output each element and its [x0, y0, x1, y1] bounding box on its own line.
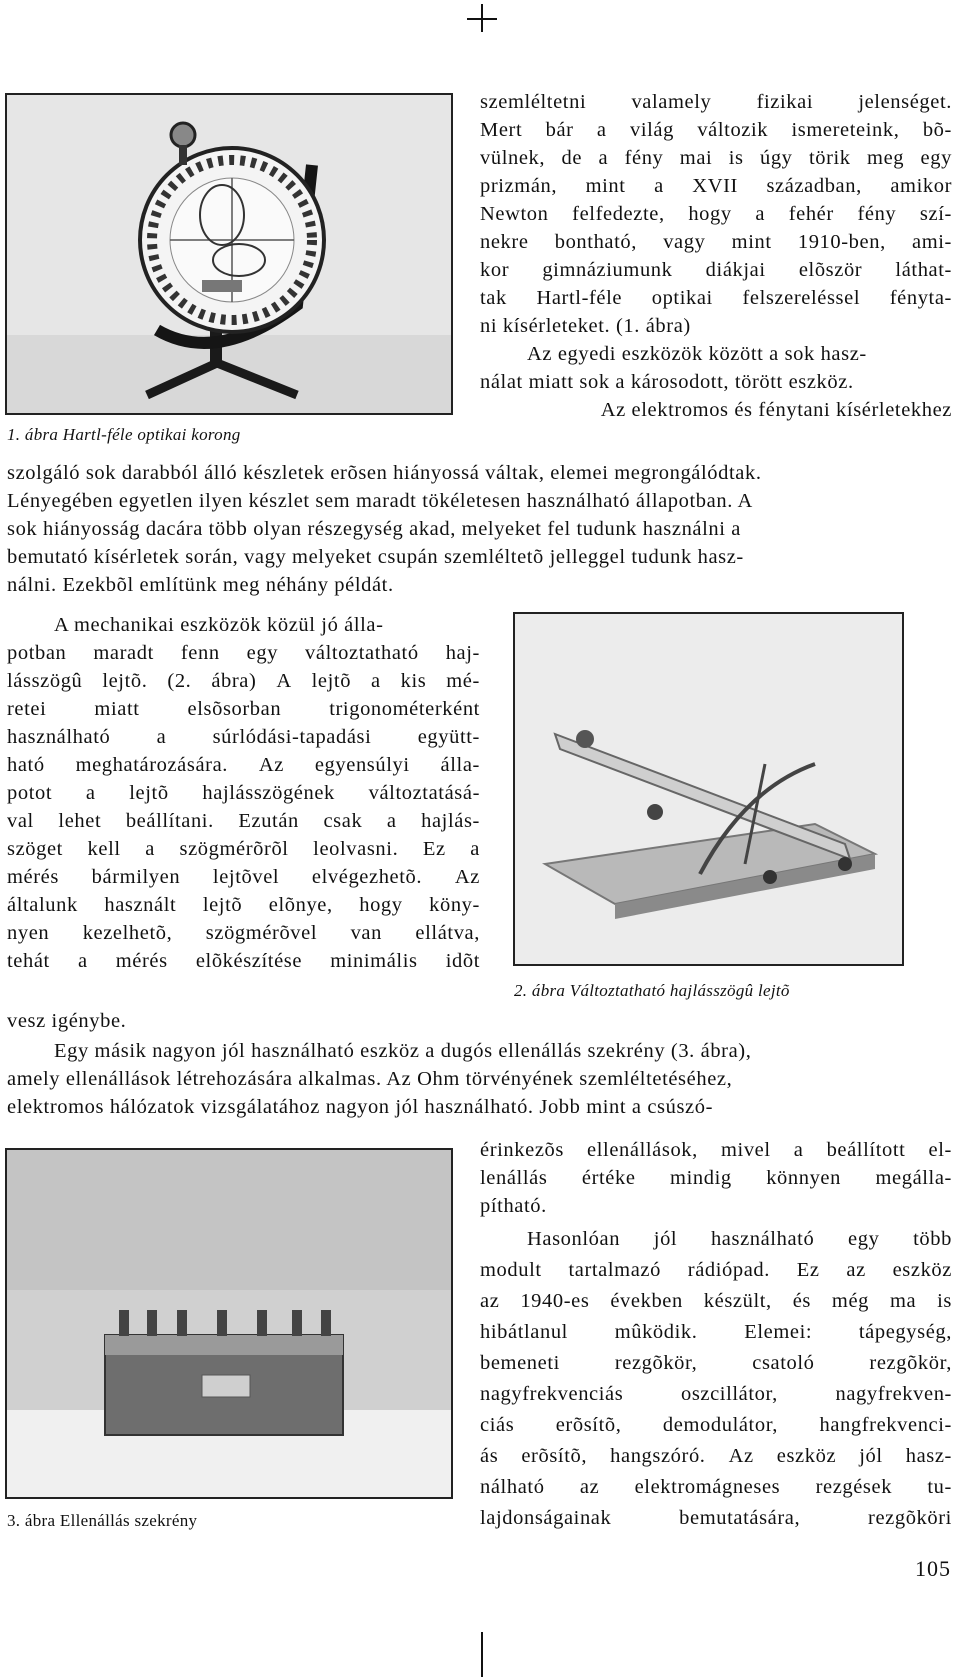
text-line: nyen kezelhetõ, szögmérõvel van ellátva,: [7, 922, 480, 944]
crop-mark-top-vertical: [481, 4, 483, 32]
text-line: bemutató kísérletek során, vagy melyeket csupán szemléltetõ jelleggel tudunk hasz-: [7, 546, 744, 568]
crop-mark-bottom: [481, 1632, 483, 1677]
figure-1-caption: 1. ábra Hartl-féle optikai korong: [7, 425, 241, 444]
text-line: kor gimnáziumunk diákjai elõször láthat-: [480, 259, 952, 281]
text-line: vesz igénybe.: [7, 1010, 127, 1032]
text-line: nálat miatt sok a károsodott, törött eszköz.: [480, 371, 854, 393]
text-line: ás erõsítõ, hangszóró. Az eszköz jól hasz-: [480, 1445, 952, 1467]
text-line: ható meghatározására. Az egyensúlyi álla-: [7, 754, 480, 776]
figure-3-image: [5, 1148, 453, 1499]
text-line: tehát a mérés elõkészítése minimális idõt: [7, 950, 480, 972]
resistance-box-photo: [7, 1150, 451, 1497]
text-line: Mert bár a világ változik ismereteink, bõ-: [480, 119, 952, 141]
figure-3-caption: 3. ábra Ellenállás szekrény: [7, 1511, 198, 1530]
text-line: nagyfrekvenciás oszcillátor, nagyfrekven-: [480, 1383, 952, 1405]
figure-1-image: [5, 93, 453, 415]
text-line: lenállás értéke mindig könnyen megálla-: [480, 1167, 952, 1189]
text-line: érinkezõs ellenállások, mivel a beállított el-: [480, 1139, 952, 1161]
text-line: lásszögû lejtõ. (2. ábra) A lejtõ a kis mé-: [7, 670, 480, 692]
text-line: Az elektromos és fénytani kísérletekhez: [600, 399, 952, 421]
figure-2-caption: 2. ábra Változtatható hajlásszögû lejtõ: [514, 981, 790, 1000]
hartl-optical-disc-photo: [7, 95, 451, 413]
text-line: tak Hartl-féle optikai felszereléssel fényta-: [480, 287, 952, 309]
text-line: általunk használt lejtõ elõnye, hogy köny-: [7, 894, 480, 916]
text-line: lajdonságainak bemutatására, rezgõköri: [480, 1507, 952, 1529]
text-line: potban maradt fenn egy változtatható haj-: [7, 642, 480, 664]
text-line: A mechanikai eszközök közül jó álla-: [54, 614, 384, 636]
text-line: nekre bontható, vagy mint 1910-ben, ami-: [480, 231, 952, 253]
text-line: modult tartalmazó rádiópad. Ez az eszköz: [480, 1259, 952, 1281]
text-line: Az egyedi eszközök között a sok hasz-: [527, 343, 867, 365]
text-line: ciás erõsítõ, demodulátor, hangfrekvenci-: [480, 1414, 952, 1436]
text-line: val lehet beállítani. Ezután csak a hajlás-: [7, 810, 480, 832]
inclined-plane-photo: [515, 614, 902, 964]
text-line: prizmán, mint a XVII században, amikor: [480, 175, 952, 197]
page-number: 105: [915, 1556, 951, 1581]
text-line: hibátlanul mûködik. Elemei: tápegység,: [480, 1321, 952, 1343]
text-line: Lényegében egyetlen ilyen készlet sem maradt tökéletesen használható állapotban. A: [7, 490, 753, 512]
text-line: nálni. Ezekbõl említünk meg néhány példát.: [7, 574, 394, 596]
text-line: vülnek, de a fény mai is úgy törik meg egy: [480, 147, 952, 169]
text-line: használható a súrlódási-tapadási együtt-: [7, 726, 480, 748]
text-line: nálható az elektromágneses rezgések tu-: [480, 1476, 952, 1498]
text-line: Egy másik nagyon jól használható eszköz a dugós ellenállás szekrény (3. ábra),: [54, 1040, 752, 1062]
text-line: szolgáló sok darabból álló készletek erõsen hiányossá váltak, elemei megrongálódtak.: [7, 462, 762, 484]
text-line: szemléltetni valamely fizikai jelenséget.: [480, 91, 952, 113]
text-line: elektromos hálózatok vizsgálatához nagyon jól használható. Jobb mint a csúszó-: [7, 1096, 714, 1118]
text-line: Hasonlóan jól használható egy több: [527, 1228, 952, 1250]
text-line: retei miatt elsõsorban trigonométerként: [7, 698, 480, 720]
text-line: Newton felfedezte, hogy a fehér fény szí-: [480, 203, 952, 225]
text-line: szöget kell a szögmérõrõl leolvasni. Ez a: [7, 838, 480, 860]
text-line: potot a lejtõ hajlásszögének változtatásá-: [7, 782, 480, 804]
text-line: amely ellenállások létrehozására alkalmas. Az Ohm törvényének szemléltetéséhez,: [7, 1068, 733, 1090]
text-line: sok hiányosság dacára több olyan részegység akad, melyeket fel tudunk használni a: [7, 518, 741, 540]
figure-2-image: [513, 612, 904, 966]
text-line: bemeneti rezgõkör, csatoló rezgõkör,: [480, 1352, 952, 1374]
text-line: az 1940-es években készült, és még ma is: [480, 1290, 952, 1312]
text-line: mérés bármilyen lejtõvel elvégezhetõ. Az: [7, 866, 480, 888]
text-line: ni kísérleteket. (1. ábra): [480, 315, 691, 337]
text-line: pítható.: [480, 1195, 547, 1217]
